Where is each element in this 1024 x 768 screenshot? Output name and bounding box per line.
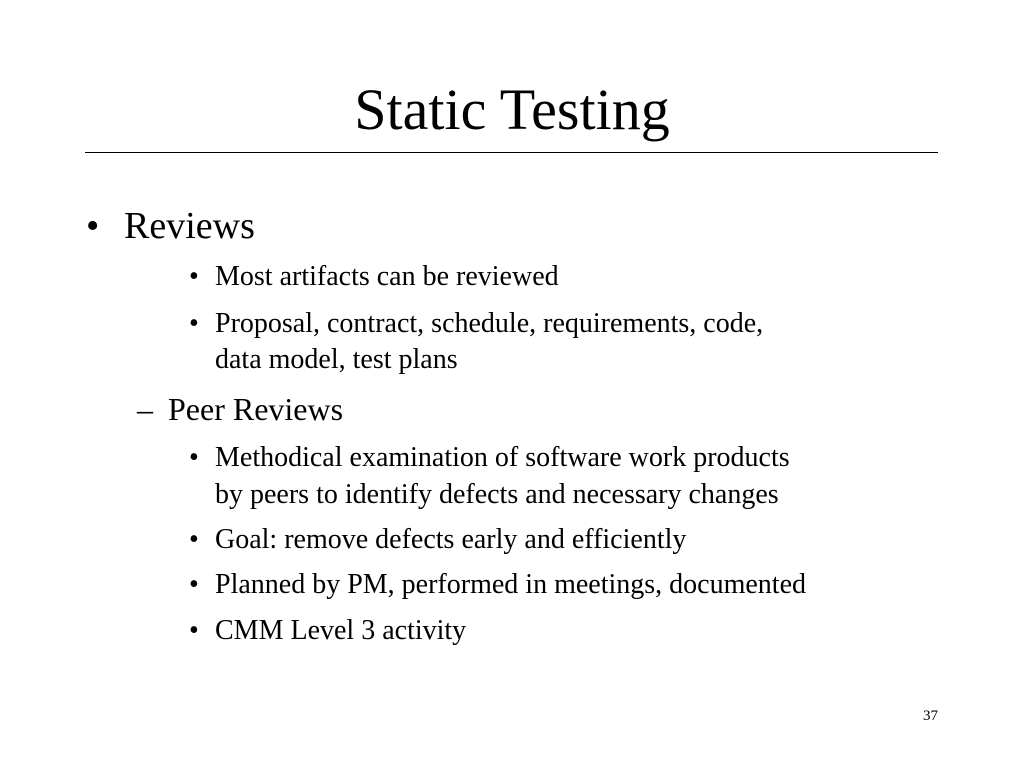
bullet-reviewable-artifacts: Proposal, contract, schedule, requirements, code,	[215, 308, 764, 339]
bullet-goal: Goal: remove defects early and efficiently	[215, 524, 687, 555]
bullet-artifacts-reviewed: Most artifacts can be reviewed	[215, 261, 559, 292]
slide-title: Static Testing	[354, 77, 670, 142]
bullet-reviewable-artifacts-cont: data model, test plans	[215, 344, 458, 375]
title-divider	[85, 152, 938, 153]
bullet-marker: •	[189, 615, 199, 646]
bullet-methodical-examination: Methodical examination of software work products	[215, 442, 790, 473]
bullet-planned-by-pm: Planned by PM, performed in meetings, documented	[215, 569, 806, 600]
page-number: 37	[923, 708, 938, 724]
bullet-marker: •	[189, 308, 199, 339]
bullet-cmm-level-3: CMM Level 3 activity	[215, 615, 467, 646]
dash-marker: –	[137, 391, 153, 427]
bullet-marker: •	[189, 524, 199, 555]
bullet-marker: •	[86, 205, 100, 247]
bullet-marker: •	[189, 261, 199, 292]
bullet-methodical-examination-cont: by peers to identify defects and necessary changes	[215, 479, 779, 510]
bullet-marker: •	[189, 442, 199, 473]
bullet-marker: •	[189, 569, 199, 600]
bullet-peer-reviews: Peer Reviews	[168, 391, 344, 427]
bullet-reviews: Reviews	[124, 205, 255, 247]
